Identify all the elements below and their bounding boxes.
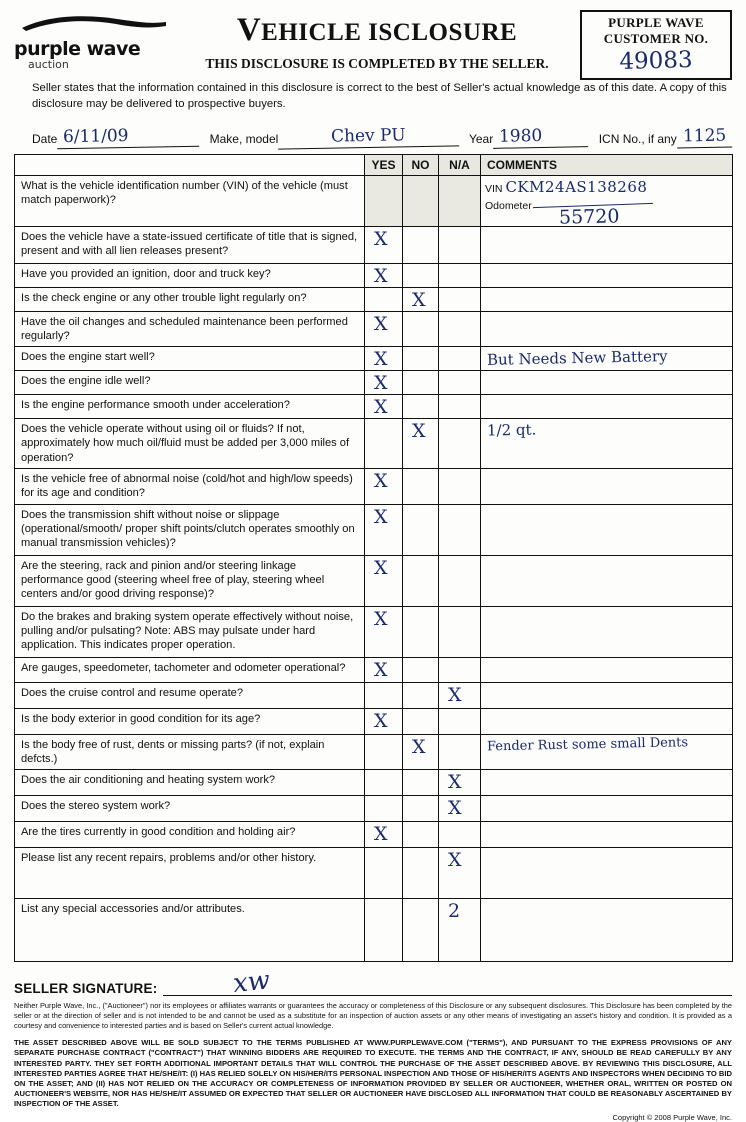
odometer-line bbox=[481, 198, 732, 229]
vin-comment-cell[interactable] bbox=[481, 175, 733, 229]
customer-box-line2: CUSTOMER NO. bbox=[603, 31, 709, 46]
table-row bbox=[15, 468, 733, 504]
no-cell[interactable] bbox=[403, 311, 439, 346]
no-cell[interactable] bbox=[403, 796, 439, 822]
yes-cell[interactable] bbox=[365, 682, 403, 708]
table-row bbox=[15, 263, 733, 287]
check-mark: X bbox=[448, 797, 462, 820]
vin-label: VIN bbox=[485, 182, 503, 195]
signature-mark: xw bbox=[231, 964, 277, 1000]
na-cell[interactable] bbox=[439, 770, 481, 796]
yes-cell[interactable] bbox=[365, 708, 403, 734]
vin-na-cell[interactable] bbox=[439, 175, 481, 226]
yes-cell[interactable] bbox=[365, 263, 403, 287]
table-row bbox=[15, 708, 733, 734]
na-cell[interactable] bbox=[439, 682, 481, 708]
copyright-notice: Copyright © 2008 Purple Wave, Inc. bbox=[612, 1113, 732, 1122]
check-mark: X bbox=[374, 505, 388, 528]
question-text: Does the engine start well? bbox=[15, 347, 365, 371]
comment-cell[interactable] bbox=[481, 395, 733, 419]
check-mark: X bbox=[374, 372, 388, 395]
comment-cell[interactable] bbox=[481, 796, 733, 822]
yes-cell[interactable] bbox=[365, 395, 403, 419]
no-cell[interactable] bbox=[403, 682, 439, 708]
question-text: Is the check engine or any other trouble light regularly on? bbox=[15, 287, 365, 311]
table-row bbox=[15, 311, 733, 346]
comment-cell[interactable] bbox=[481, 734, 733, 769]
comment-cell[interactable] bbox=[481, 708, 733, 734]
na-cell[interactable] bbox=[439, 899, 481, 962]
customer-number-box bbox=[580, 10, 732, 80]
header-no: NO bbox=[403, 154, 439, 175]
na-cell[interactable] bbox=[439, 468, 481, 504]
table-row bbox=[15, 899, 733, 962]
question-text: Are gauges, speedometer, tachometer and odometer operational? bbox=[15, 657, 365, 682]
table-row bbox=[15, 419, 733, 469]
yes-cell[interactable] bbox=[365, 419, 403, 469]
question-text: Does the air conditioning and heating system work? bbox=[15, 770, 365, 796]
na-cell[interactable] bbox=[439, 734, 481, 769]
na-cell[interactable] bbox=[439, 311, 481, 346]
question-text: Does the transmission shift without noise or slippage (operational/smooth/ proper shift points/clutch operates smoothly on manual transmission vehicles)? bbox=[15, 504, 365, 555]
table-row bbox=[15, 606, 733, 657]
date-value: 6/11/09 bbox=[57, 125, 200, 149]
yes-cell[interactable] bbox=[365, 899, 403, 962]
comment-cell[interactable] bbox=[481, 287, 733, 311]
na-cell[interactable] bbox=[439, 796, 481, 822]
na-cell[interactable] bbox=[439, 395, 481, 419]
question-text: Do the brakes and braking system operate effectively without noise, pulling and/or pulsating? Note: ABS may pulsate under hard application. This indicates proper operation. bbox=[15, 606, 365, 657]
make-model-value: Chev PU bbox=[278, 124, 459, 149]
check-mark: X bbox=[374, 264, 388, 287]
header-comments: COMMENTS bbox=[481, 154, 733, 175]
comment-cell[interactable] bbox=[481, 263, 733, 287]
na-cell[interactable] bbox=[439, 657, 481, 682]
page-title bbox=[174, 14, 580, 47]
table-row bbox=[15, 770, 733, 796]
question-text: Does the vehicle operate without using oil or fluids? If not, approximately how much oil/fluid must be added per 3,000 miles of operation? bbox=[15, 419, 365, 469]
no-cell[interactable] bbox=[403, 371, 439, 395]
odometer-value: 55720 bbox=[558, 205, 620, 229]
table-row bbox=[15, 395, 733, 419]
comment-cell[interactable] bbox=[481, 657, 733, 682]
no-cell[interactable] bbox=[403, 822, 439, 848]
check-mark: X bbox=[412, 735, 426, 758]
check-mark: X bbox=[374, 658, 388, 681]
header-blank bbox=[15, 154, 365, 175]
table-row bbox=[15, 371, 733, 395]
check-mark: X bbox=[374, 312, 388, 335]
question-text: Is the body exterior in good condition for its age? bbox=[15, 708, 365, 734]
vehicle-info-row bbox=[32, 122, 732, 148]
na-cell[interactable] bbox=[439, 555, 481, 606]
title-v: V bbox=[236, 12, 262, 48]
yes-cell[interactable] bbox=[365, 770, 403, 796]
vin-yes-cell[interactable] bbox=[365, 175, 403, 226]
comment-cell[interactable] bbox=[481, 899, 733, 962]
legal-paragraph-1: Neither Purple Wave, Inc., ("Auctioneer") nor its employees or affiliates warrants or guarantees the accuracy or completeness of this Disclosure or any subsequent disclosures. This Disclosure has been completed by the seller or at the direction of seller and is not intended to be and cannot be used as a substitute for an inspection of auction assets or any other means of investigating an asset's history and condition. It is provided as a courtesy and convenience to interested parties and is based on Seller's current actual knowledge. bbox=[14, 1001, 732, 1030]
make-model-field[interactable] bbox=[210, 126, 459, 148]
check-mark: X bbox=[374, 227, 388, 250]
comment-text: But Needs New Battery bbox=[486, 347, 668, 370]
page-subtitle: THIS DISCLOSURE IS COMPLETED BY THE SELLER. bbox=[205, 56, 549, 71]
vin-no-cell[interactable] bbox=[403, 175, 439, 226]
comment-cell[interactable] bbox=[481, 419, 733, 469]
yes-cell[interactable] bbox=[365, 606, 403, 657]
comment-text: Fender Rust some small Dents bbox=[486, 734, 689, 755]
comment-cell[interactable] bbox=[481, 682, 733, 708]
signature-row bbox=[14, 964, 732, 1000]
table-row bbox=[15, 226, 733, 263]
table-row bbox=[15, 796, 733, 822]
question-text: Does the vehicle have a state-issued certificate of title that is signed, present and with all lien releases present? bbox=[15, 226, 365, 263]
no-cell[interactable] bbox=[403, 899, 439, 962]
year-value: 1980 bbox=[493, 125, 589, 149]
check-mark: X bbox=[448, 771, 462, 794]
table-row bbox=[15, 848, 733, 899]
no-cell[interactable] bbox=[403, 347, 439, 371]
table-row bbox=[15, 682, 733, 708]
signature-label: SELLER SIGNATURE: bbox=[14, 981, 158, 997]
no-cell[interactable] bbox=[403, 734, 439, 769]
seller-statement: Seller states that the information contained in this disclosure is correct to the best of Seller's actual knowledge as of this date. A copy of this disclosure may be delivered to prospective buyers. bbox=[32, 82, 727, 111]
table-body bbox=[15, 226, 733, 961]
legal-paragraph-2: THE ASSET DESCRIBED ABOVE WILL BE SOLD SUBJECT TO THE TERMS PUBLISHED AT WWW.PURPLEWAVE.COM ("TERMS"), AND PURSUANT TO THE EXPRESS PROVISIONS OF ANY SEPARATE PURCHASE CONTRACT ("CONTRACT") THAT WINNING BIDDERS ARE REQUIRED TO EXECUTE. THE TERMS AND THE CONTRACT, IF ANY, SHOULD BE READ CAREFULLY BY ANY INTERESTED PARTY. THEY SET FORTH ADDITIONAL IMPORTANT DETAILS THAT WILL CONTROL THE PURCHASE OF THE ASSET DESCRIBED ABOVE. BY REVIEWING THIS DISCLOSURE, ALL INTERESTED PARTIES AGREE THAT HE/SHE/IT: (I) HAS RELIED SOLELY ON HIS/HER/ITS PERSONAL INSPECTION AND THOSE OF HIS/HER/ITS AGENTS AND INSPECTORS WHEN DECIDING TO BID ON THE ASSET; AND (II) HAS NOT RELIED ON THE ACCURACY OR COMPLETENESS OF INFORMATION PROVIDED BY SELLER OR AUCTIONEER, WHETHER ORAL, WRITTEN OR POSTED ON AUCTIONEER'S WEBSITE, NOR HAS HE/SHE/IT ASSUMED OR EXPECTED THAT SELLER OR AUCTIONEER HAVE DISCLOSED ALL INFORMATION THAT COULD BE REASONABLY ASCERTAINED BY INSPECTION OF THE ASSET. bbox=[14, 1038, 732, 1108]
no-cell[interactable] bbox=[403, 708, 439, 734]
no-cell[interactable] bbox=[403, 263, 439, 287]
comment-cell[interactable] bbox=[481, 770, 733, 796]
no-cell[interactable] bbox=[403, 395, 439, 419]
na-cell[interactable] bbox=[439, 822, 481, 848]
comment-text: 1/2 qt. bbox=[486, 420, 537, 440]
question-text: Is the engine performance smooth under acceleration? bbox=[15, 395, 365, 419]
na-cell[interactable] bbox=[439, 226, 481, 263]
question-text: Does the stereo system work? bbox=[15, 796, 365, 822]
na-cell[interactable] bbox=[439, 371, 481, 395]
check-mark: X bbox=[374, 607, 388, 630]
comment-cell[interactable] bbox=[481, 371, 733, 395]
purple-wave-logo bbox=[14, 10, 174, 71]
yes-cell[interactable] bbox=[365, 734, 403, 769]
disclosure-table bbox=[14, 154, 733, 962]
vin-question: What is the vehicle identification number (VIN) of the vehicle (must match paperwork)? bbox=[15, 175, 365, 226]
vin-value: CKM24AS138268 bbox=[505, 177, 648, 196]
na-cell[interactable] bbox=[439, 347, 481, 371]
page-header bbox=[14, 10, 732, 75]
date-field[interactable] bbox=[32, 126, 200, 148]
no-cell[interactable] bbox=[403, 770, 439, 796]
date-label: Date bbox=[32, 131, 58, 146]
check-mark: X bbox=[412, 288, 426, 311]
no-cell[interactable] bbox=[403, 226, 439, 263]
na-cell[interactable] bbox=[439, 504, 481, 555]
wave-swoosh-icon bbox=[14, 18, 174, 36]
logo-subtext: auction bbox=[28, 58, 69, 71]
table-row bbox=[15, 734, 733, 769]
no-cell[interactable] bbox=[403, 606, 439, 657]
comment-cell[interactable] bbox=[481, 347, 733, 371]
no-cell[interactable] bbox=[403, 504, 439, 555]
check-mark: X bbox=[448, 683, 462, 706]
na-cell[interactable] bbox=[439, 287, 481, 311]
icn-label: ICN No., if any bbox=[598, 131, 677, 146]
question-text: Have the oil changes and scheduled maintenance been performed regularly? bbox=[15, 311, 365, 346]
yes-cell[interactable] bbox=[365, 347, 403, 371]
question-text: Is the body free of rust, dents or missing parts? (if not, explain defcts.) bbox=[15, 734, 365, 769]
vin-line bbox=[481, 176, 732, 196]
check-mark: X bbox=[374, 709, 388, 732]
header-na: N/A bbox=[439, 154, 481, 175]
icn-value: 1125 bbox=[677, 125, 733, 148]
table-row bbox=[15, 657, 733, 682]
yes-cell[interactable] bbox=[365, 822, 403, 848]
no-cell[interactable] bbox=[403, 419, 439, 469]
yes-cell[interactable] bbox=[365, 287, 403, 311]
question-text: Are the steering, rack and pinion and/or steering linkage performance good (steering wheel free of play, steering wheel centers and/or good driving response)? bbox=[15, 555, 365, 606]
check-mark: X bbox=[448, 849, 462, 872]
yes-cell[interactable] bbox=[365, 657, 403, 682]
comment-cell[interactable] bbox=[481, 555, 733, 606]
check-mark: X bbox=[374, 823, 388, 846]
check-mark: X bbox=[374, 348, 388, 371]
make-model-label: Make, model bbox=[209, 131, 279, 146]
na-cell[interactable] bbox=[439, 708, 481, 734]
signature-line[interactable] bbox=[163, 964, 732, 1000]
yes-cell[interactable] bbox=[365, 468, 403, 504]
no-cell[interactable] bbox=[403, 287, 439, 311]
na-cell[interactable] bbox=[439, 848, 481, 899]
year-label: Year bbox=[468, 131, 494, 146]
question-text: Is the vehicle free of abnormal noise (cold/hot and high/low speeds) for its age and condition? bbox=[15, 468, 365, 504]
customer-box-line1: PURPLE WAVE bbox=[608, 15, 704, 30]
check-mark: X bbox=[412, 420, 426, 443]
question-text: Does the engine idle well? bbox=[15, 371, 365, 395]
title-block bbox=[174, 10, 580, 72]
check-mark: X bbox=[374, 556, 388, 579]
check-mark: X bbox=[374, 396, 388, 419]
table-row bbox=[15, 504, 733, 555]
comment-cell[interactable] bbox=[481, 606, 733, 657]
comment-cell[interactable] bbox=[481, 822, 733, 848]
icn-field[interactable] bbox=[599, 126, 732, 148]
header-yes: YES bbox=[365, 154, 403, 175]
yes-cell[interactable] bbox=[365, 504, 403, 555]
comment-cell[interactable] bbox=[481, 848, 733, 899]
table-header-row bbox=[15, 154, 733, 175]
table-row bbox=[15, 822, 733, 848]
question-text: List any special accessories and/or attributes. bbox=[15, 899, 365, 962]
check-mark: 2 bbox=[448, 900, 461, 923]
table-row bbox=[15, 347, 733, 371]
yes-cell[interactable] bbox=[365, 371, 403, 395]
check-mark: X bbox=[374, 469, 388, 492]
question-text: Does the cruise control and resume operate? bbox=[15, 682, 365, 708]
yes-cell[interactable] bbox=[365, 311, 403, 346]
na-cell[interactable] bbox=[439, 419, 481, 469]
question-text: Please list any recent repairs, problems and/or other history. bbox=[15, 848, 365, 899]
logo-wordmark: purple wave bbox=[14, 38, 141, 60]
question-text: Have you provided an ignition, door and truck key? bbox=[15, 263, 365, 287]
year-field[interactable] bbox=[469, 126, 589, 148]
customer-number-value: 49083 bbox=[619, 47, 693, 75]
yes-cell[interactable] bbox=[365, 796, 403, 822]
no-cell[interactable] bbox=[403, 555, 439, 606]
no-cell[interactable] bbox=[403, 848, 439, 899]
title-rest: EHICLE ISCLOSURE bbox=[261, 19, 518, 46]
comment-cell[interactable] bbox=[481, 226, 733, 263]
comment-cell[interactable] bbox=[481, 311, 733, 346]
comment-cell[interactable] bbox=[481, 504, 733, 555]
no-cell[interactable] bbox=[403, 657, 439, 682]
table-row-vin bbox=[15, 175, 733, 226]
comment-cell[interactable] bbox=[481, 468, 733, 504]
yes-cell[interactable] bbox=[365, 848, 403, 899]
table-row bbox=[15, 555, 733, 606]
question-text: Are the tires currently in good condition and holding air? bbox=[15, 822, 365, 848]
yes-cell[interactable] bbox=[365, 555, 403, 606]
no-cell[interactable] bbox=[403, 468, 439, 504]
table-row bbox=[15, 287, 733, 311]
na-cell[interactable] bbox=[439, 606, 481, 657]
odometer-label: Odometer bbox=[485, 199, 532, 212]
na-cell[interactable] bbox=[439, 263, 481, 287]
yes-cell[interactable] bbox=[365, 226, 403, 263]
